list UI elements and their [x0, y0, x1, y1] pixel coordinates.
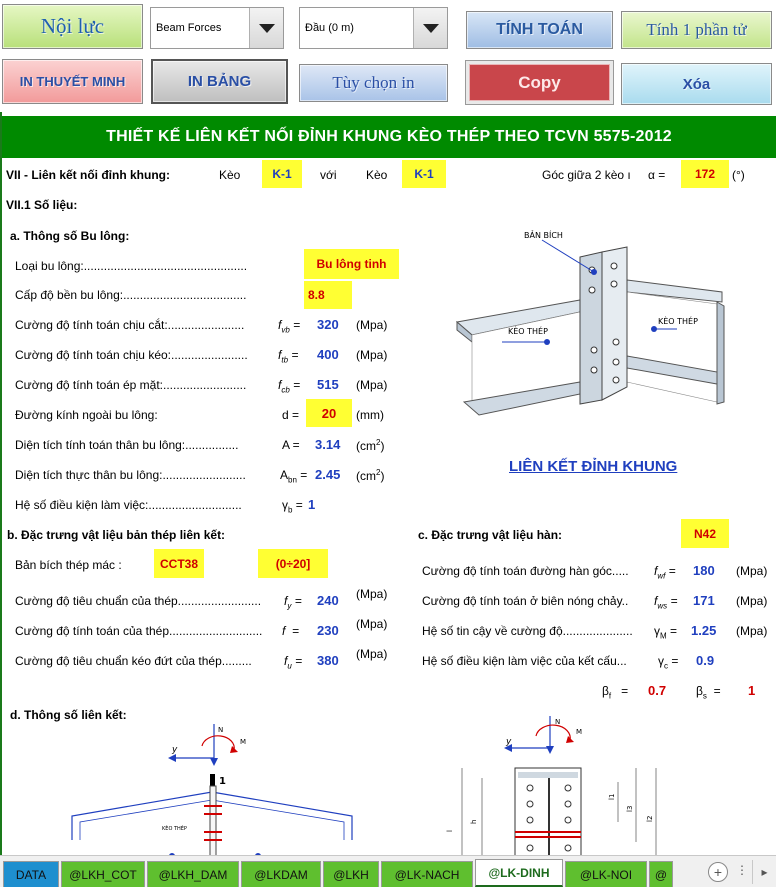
fcb-symbol: $f_{cb}$ = [278, 378, 301, 395]
steel-row-label: Cường độ tiêu chuẩn kéo đứt của thép......... [15, 654, 252, 668]
more-options-icon[interactable]: ⋮ [736, 863, 748, 877]
fy-value: 240 [317, 593, 339, 608]
abn-symbol: $A_{bn}$ = [280, 468, 308, 485]
gamma-b-value: 1 [308, 497, 316, 512]
mac-thep-cell[interactable]: CCT38 [154, 549, 204, 578]
fwf-symbol: $f_{wf}$ = [654, 564, 676, 581]
noi-luc-label: Nội lực [40, 14, 105, 38]
ftb-symbol: $f_{tb}$ = [278, 348, 299, 365]
gamma-b-symbol: $\gamma_b$ = [282, 498, 303, 515]
fvb-unit: (Mpa) [356, 318, 388, 332]
duong-kinh-unit: (mm) [356, 408, 384, 422]
fws-unit: (Mpa) [736, 594, 768, 608]
fu-symbol: $f_u$ = [284, 654, 303, 671]
diagram-caption: LIÊN KẾT ĐỈNH KHUNG [509, 458, 678, 475]
tab-lk-noi[interactable]: @LK-NOI [565, 861, 647, 887]
abn-unit: $(cm^2)$ [356, 468, 385, 483]
a-symbol: A = [282, 438, 300, 452]
scroll-right-icon[interactable]: ▸ [752, 860, 776, 884]
tinh-1-phan-tu-button[interactable] [621, 11, 772, 49]
endplate-dim-diagram [442, 712, 672, 855]
dim-l2: l2 [646, 815, 654, 822]
section-heading: VII - Liên kết nối đỉnh khung: [6, 168, 170, 182]
dim-l: l [446, 830, 454, 832]
copy-label: Copy [518, 72, 561, 92]
a-unit: $(cm^2)$ [356, 438, 385, 453]
keo2-label: Kèo [366, 168, 388, 182]
sheet-title: THIẾT KẾ LIÊN KẾT NỐI ĐỈNH KHUNG KÈO THÉP THEO TCVN 5575-2012 [2, 116, 776, 158]
keo1-value-cell[interactable]: K-1 [262, 160, 302, 188]
m-label: M [576, 728, 583, 736]
keo-thep-label: KÈO THÉP [162, 826, 187, 832]
weld-row-label: Hệ số tin cậy về cường độ..................... [422, 624, 633, 638]
joint-3d-diagram [442, 222, 742, 422]
fy-symbol: $f_y$ = [284, 594, 302, 611]
n-label: N [218, 726, 224, 734]
add-sheet-icon[interactable]: + [708, 862, 728, 882]
in-bang-button[interactable] [151, 59, 288, 104]
fy-unit: (Mpa) [356, 587, 388, 601]
fws-value: 171 [693, 593, 715, 608]
keo-thep-left-label: KÈO THÉP [508, 327, 548, 336]
y-label: y [506, 737, 512, 747]
fwf-value: 180 [693, 563, 715, 578]
gamma-m-value: 1.25 [691, 623, 717, 638]
alpha-symbol: α = [648, 168, 666, 182]
dim-l3: l3 [626, 805, 634, 812]
f-value: 230 [317, 623, 339, 638]
fu-unit: (Mpa) [356, 647, 388, 661]
duong-kinh-cell[interactable]: 20 [306, 399, 352, 427]
gamma-m-unit: (Mpa) [736, 624, 768, 638]
steel-row-label: Cường độ tính toán của thép............................ [15, 624, 263, 638]
ftb-value: 400 [317, 347, 339, 362]
tab-lkh-dam[interactable]: @LKH_DAM [147, 861, 239, 887]
n-label: N [555, 718, 561, 726]
fu-value: 380 [317, 653, 339, 668]
bolt-row-label: Cường độ tính toán chịu cắt:....................... [15, 318, 245, 332]
gamma-c-value: 0.9 [696, 653, 715, 668]
steel-row-label: Cường độ tiêu chuẩn của thép......................... [15, 594, 262, 608]
dim-l1: l1 [608, 793, 616, 800]
position-select[interactable] [299, 7, 448, 49]
tab-lk-dinh[interactable]: @LK-DINH [475, 859, 563, 887]
range-cell[interactable]: (0÷20] [258, 549, 328, 578]
bolt-row-label: Cường độ tính toán chịu kéo:....................... [15, 348, 248, 362]
beta-s-value: 1 [748, 683, 756, 698]
dien-tich-tt-label: Diện tích tính toán thân bu lông:................ [15, 438, 239, 452]
chevron-down-icon[interactable] [249, 8, 283, 48]
in-thuyet-minh-label: IN THUYẾT MINH [19, 74, 126, 89]
sheet-tabs [0, 855, 776, 887]
he-so-label: Hệ số điều kiện làm việc:............................ [15, 498, 242, 512]
fwf-unit: (Mpa) [736, 564, 768, 578]
tinh-toan-button[interactable] [466, 11, 613, 49]
keo1-label: Kèo [219, 168, 241, 182]
tinh-toan-label: TÍNH TOÁN [496, 21, 583, 38]
y-label: y [172, 745, 178, 755]
a-value: 3.14 [315, 437, 341, 452]
duong-kinh-label: Đường kính ngoài bu lông: [15, 408, 158, 422]
chevron-down-icon[interactable] [413, 8, 447, 48]
cap-do-label: Cấp độ bền bu lông:..................................... [15, 288, 247, 302]
tuy-chon-in-button[interactable] [299, 64, 448, 102]
f-unit: (Mpa) [356, 617, 388, 631]
ftb-unit: (Mpa) [356, 348, 388, 362]
dim-h: h [470, 819, 478, 824]
fvb-value: 320 [317, 317, 339, 332]
in-thuyet-minh-button[interactable] [2, 59, 143, 104]
fvb-symbol: $f_{vb}$ = [278, 318, 301, 335]
fcb-unit: (Mpa) [356, 378, 388, 392]
weld-row-label: Cường độ tính toán đường hàn góc..... [422, 564, 629, 578]
tinh-1-phan-tu-label: Tính 1 phần tử [646, 20, 747, 39]
dien-tich-thuc-label: Diện tích thực thân bu lông:......................... [15, 468, 246, 482]
tab-more-sheet[interactable]: @ [649, 861, 673, 887]
weld-heading: c. Đặc trưng vật liệu hàn: [418, 528, 563, 542]
goc-label: Góc giữa 2 kèo ı [542, 168, 631, 182]
alpha-value-cell[interactable]: 172 [681, 160, 729, 188]
xoa-button[interactable] [621, 63, 772, 105]
keo-thep-right-label: KÈO THÉP [658, 317, 698, 326]
abn-value: 2.45 [315, 467, 341, 482]
xoa-label: Xóa [682, 75, 711, 93]
keo2-value-cell[interactable]: K-1 [402, 160, 446, 188]
weld-row-label: Cường độ tính toán ở biên nóng chảy.. [422, 594, 629, 608]
loai-bu-long-label: Loại bu lông:................................................. [15, 259, 248, 273]
fws-symbol: $f_{ws}$ = [654, 594, 678, 611]
tab-lk-nach[interactable]: @LK-NACH [381, 861, 473, 887]
beta-s-symbol: $\beta_s$ = [696, 684, 721, 701]
noi-luc-button[interactable] [2, 4, 143, 49]
force-type-select[interactable] [150, 7, 284, 49]
weld-grade-cell[interactable]: N42 [681, 519, 729, 548]
so-lieu-heading: VII.1 Số liệu: [6, 198, 78, 212]
tab-lkh-cot[interactable]: @LKH_COT [61, 861, 145, 887]
worksheet [0, 112, 776, 855]
lk-heading: d. Thông số liên kết: [10, 708, 127, 722]
loai-bu-long-cell[interactable]: Bu lông tinh [304, 249, 399, 279]
cap-do-cell[interactable]: 8.8 [304, 281, 352, 309]
beta-f-symbol: $\beta_f$ = [602, 684, 629, 701]
m-label: M [240, 738, 247, 746]
f-symbol: f = [282, 624, 300, 638]
steel-heading: b. Đặc trưng vật liệu bản thép liên kết: [7, 528, 226, 542]
gamma-m-symbol: $\gamma_M$ = [654, 624, 678, 641]
force-type-value: Beam Forces [156, 22, 222, 34]
in-bang-label: IN BẢNG [187, 73, 252, 90]
tab-lkh[interactable]: @LKH [323, 861, 379, 887]
tab-lkdam[interactable]: @LKDAM [241, 861, 321, 887]
voi-label: với [320, 168, 337, 182]
position-value: Đầu (0 m) [305, 22, 354, 34]
ban-bich-label: BẢN BÍCH [524, 231, 563, 240]
copy-button[interactable] [466, 61, 613, 104]
d-symbol: d = [282, 408, 300, 422]
beta-f-value: 0.7 [648, 683, 667, 698]
ban-bich-label: Bản bích thép mác : [15, 558, 122, 572]
tab-data[interactable]: DATA [3, 861, 59, 887]
weld-row-label: Hệ số điều kiện làm việc của kết cấu... [422, 654, 627, 668]
toolbar [0, 0, 776, 112]
bolt-heading: a. Thông số Bu lông: [10, 229, 130, 243]
tuy-chon-in-label: Tùy chọn in [332, 73, 415, 92]
fcb-value: 515 [317, 377, 339, 392]
bolt-row-label: Cường độ tính toán ép mặt:......................... [15, 378, 247, 392]
joint-elevation-diagram [62, 720, 372, 855]
alpha-unit: (°) [732, 168, 745, 182]
section-number: 1 [219, 776, 226, 787]
gamma-c-symbol: $\gamma_c$ = [658, 654, 679, 671]
